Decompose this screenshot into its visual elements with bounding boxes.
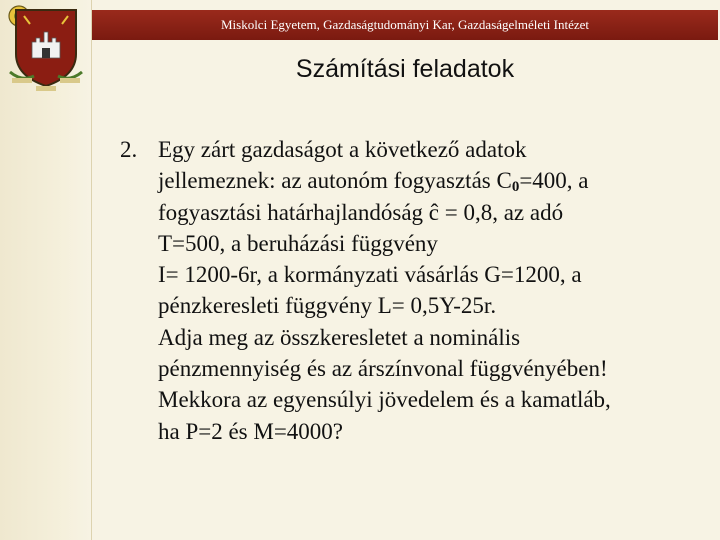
problem-line: Egy zárt gazdaságot a következő adatok bbox=[158, 137, 527, 162]
problem-line: pénzmennyiség és az árszínvonal függvényében! bbox=[158, 356, 608, 382]
problem-line: T=500, a beruházási függvény bbox=[158, 230, 438, 256]
problem-line: jellemeznek: az autonóm fogyasztás $C_0=400$, a bbox=[158, 168, 589, 196]
problem-line: I= 1200-6r, a kormányzati vásárlás G=1200, a bbox=[158, 262, 582, 288]
problem-line: pénzkeresleti függvény L= 0,5Y-25r. bbox=[158, 293, 497, 319]
slide-title: Számítási feladatok bbox=[295, 55, 515, 83]
problem-line: fogyasztási határhajlandóság ĉ = 0,8, az adó bbox=[158, 199, 564, 225]
problem-number: 2. bbox=[120, 137, 138, 162]
subscript-zero: 0 bbox=[511, 179, 520, 196]
header-bar bbox=[92, 10, 718, 40]
problem-text bbox=[120, 134, 715, 447]
problem-line: ha P=2 és M=4000? bbox=[158, 418, 344, 444]
institution-header: Miskolci Egyetem, Gazdaságtudományi Kar, Gazdaságelméleti Intézet bbox=[220, 17, 590, 32]
problem-line: Mekkora az egyensúlyi jövedelem és a kamatláb, bbox=[158, 387, 611, 413]
problem-line: Adja meg az összkeresletet a nominális bbox=[158, 324, 521, 350]
university-crest-icon bbox=[4, 2, 88, 94]
